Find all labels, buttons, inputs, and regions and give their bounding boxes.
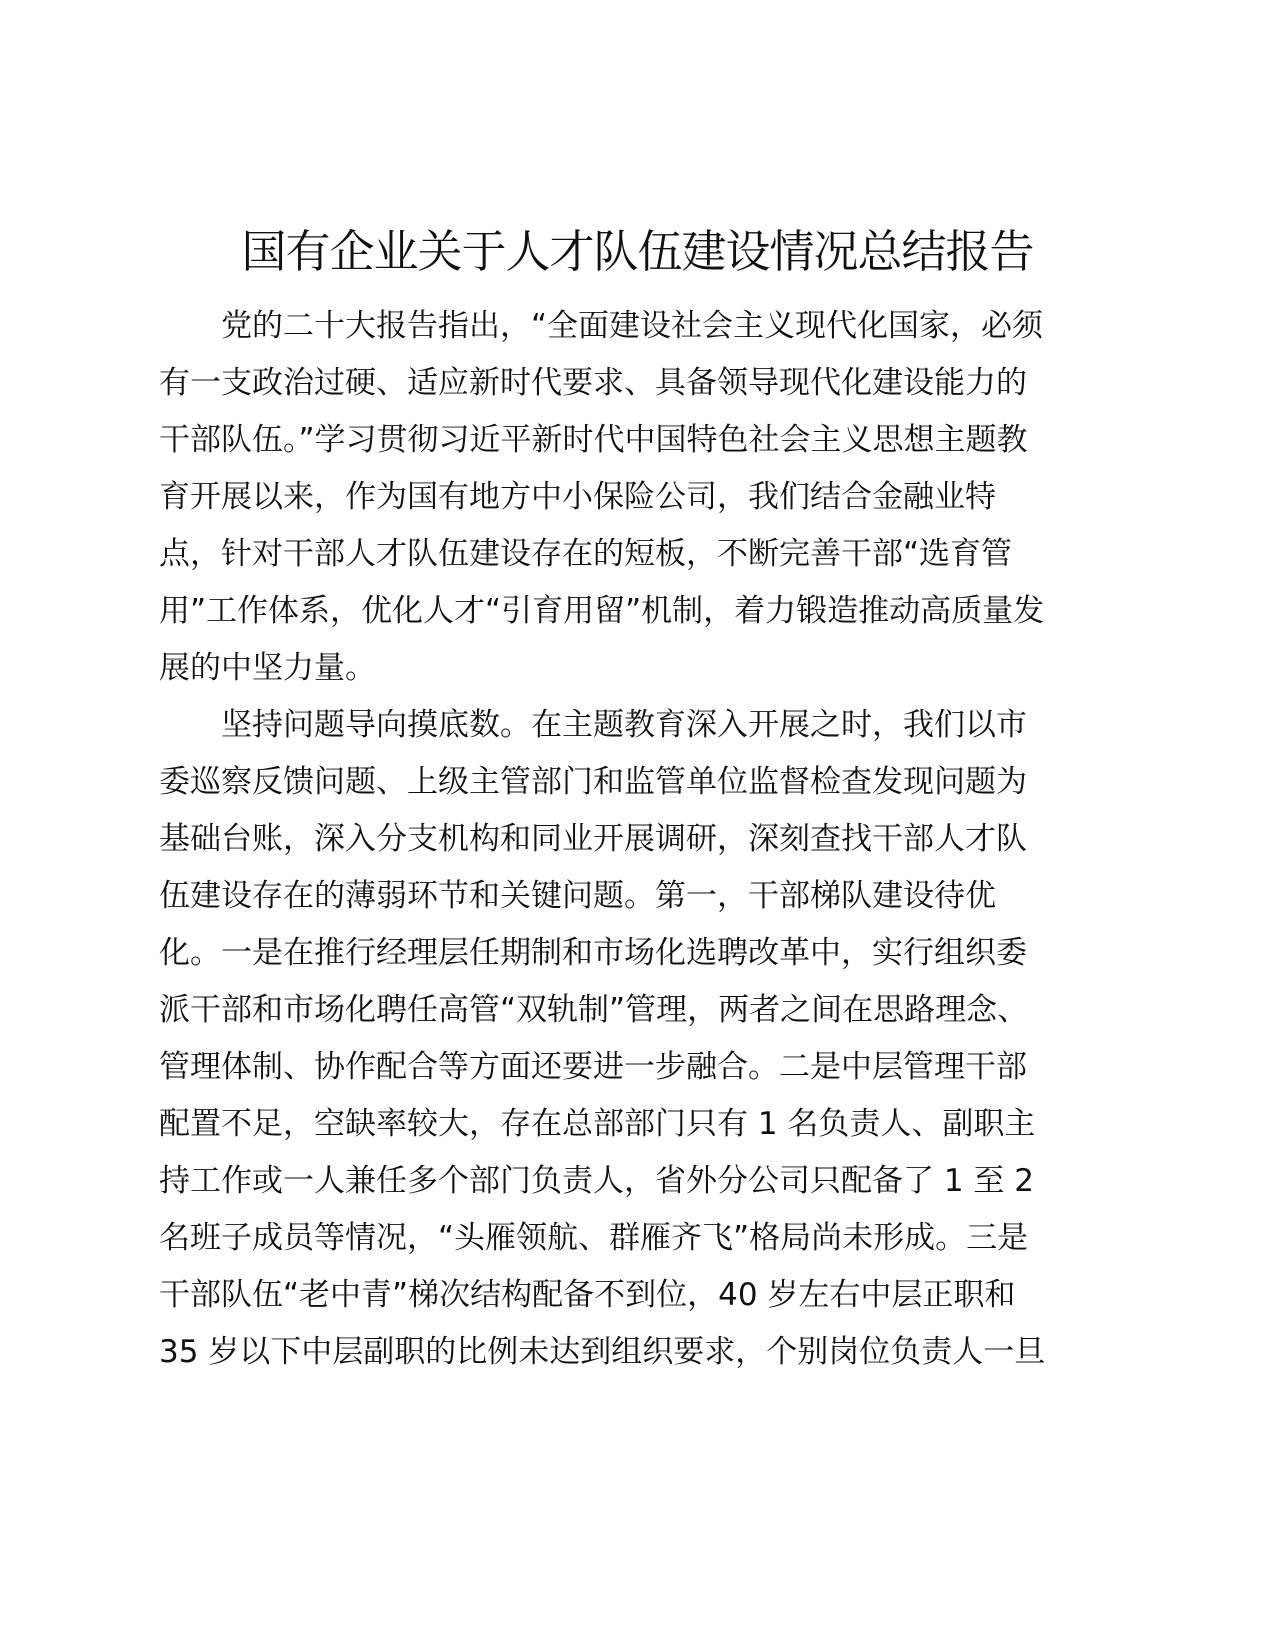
paragraph-line: 配置不足，空缺率较大，存在总部部门只有 1 名负责人、副职主 xyxy=(159,1106,1036,1142)
paragraph-line: 基础台账，深入分支机构和同业开展调研，深刻查找干部人才队 xyxy=(159,821,1027,857)
paragraph-line: 委巡察反馈问题、上级主管部门和监管单位监督检查发现问题为 xyxy=(159,764,1027,800)
paragraph-2 xyxy=(159,697,1069,1381)
paragraph-line: 化。一是在推行经理层任期制和市场化选聘改革中，实行组织委 xyxy=(159,935,1027,971)
paragraph-line: 干部队伍。”学习贯彻习近平新时代中国特色社会主义思想主题教 xyxy=(159,422,1028,458)
paragraph-line: 展的中坚力量。 xyxy=(159,650,376,686)
paragraph-line: 管理体制、协作配合等方面还要进一步融合。二是中层管理干部 xyxy=(159,1049,1027,1085)
paragraph-line: 坚持问题导向摸底数。在主题教育深入开展之时，我们以市 xyxy=(221,707,1027,743)
paragraph-line: 育开展以来，作为国有地方中小保险公司，我们结合金融业特 xyxy=(159,479,996,515)
paragraph-line: 干部队伍“老中青”梯次结构配备不到位，40 岁左右中层正职和 xyxy=(159,1277,1016,1313)
paragraph-line: 持工作或一人兼任多个部门负责人，省外分公司只配备了 1 至 2 xyxy=(159,1163,1035,1199)
paragraph-line: 名班子成员等情况，“头雁领航、群雁齐飞”格局尚未形成。三是 xyxy=(159,1220,1029,1256)
paragraph-line: 伍建设存在的薄弱环节和关键问题。第一，干部梯队建设待优 xyxy=(159,878,996,914)
paragraph-line: 点，针对干部人才队伍建设存在的短板，不断完善干部“选育管 xyxy=(159,536,1013,572)
paragraph-line: 用”工作体系，优化人才“引育用留”机制，着力锻造推动高质量发 xyxy=(159,593,1045,629)
paragraph-1 xyxy=(159,298,1069,697)
paragraph-line: 派干部和市场化聘任高管“双轨制”管理，两者之间在思路理念、 xyxy=(159,992,1029,1028)
paragraph-line: 有一支政治过硬、适应新时代要求、具备领导现代化建设能力的 xyxy=(159,365,1027,401)
document-title: 国有企业关于人才队伍建设情况总结报告 xyxy=(241,225,1034,278)
paragraph-line: 35 岁以下中层副职的比例未达到组织要求，个别岗位负责人一旦 xyxy=(159,1334,1046,1370)
document-body xyxy=(159,298,1069,1381)
paragraph-line: 党的二十大报告指出，“全面建设社会主义现代化国家，必须 xyxy=(221,308,1044,344)
